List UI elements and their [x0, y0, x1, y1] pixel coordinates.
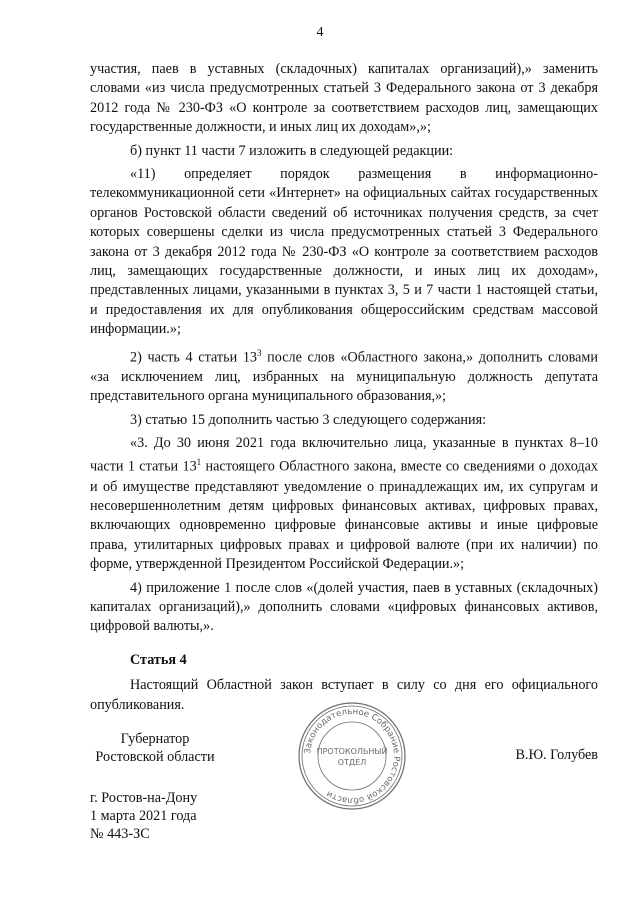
law-number: № 443-ЗС: [90, 826, 150, 842]
stamp-center-line-2: ОТДЕЛ: [337, 758, 367, 767]
paragraph-quote-3: «3. До 30 июня 2021 года включительно лица, указанные в пунктах 8–10 части 1 статьи $13^1$ настоящего Областного закона, вместе со сведениями о доходах и об имуществе представляют уведомление о принадлежащих им, их супругам и несовершеннолетним детям цифровых финансовых активах, цифровых правах, включающих одновременно цифровые финансовые активы и иные цифровые права, утилитарных цифровых правах и цифровой валюте (при их наличии) по форме, утвержденной Президентом Российской Федерации.»;: [90, 435, 598, 573]
article-text: Настоящий Областной закон вступает в силу со дня его официального опубликования.: [90, 677, 598, 713]
stamp-center-line-1: ПРОТОКОЛЬНЫЙ: [316, 747, 388, 756]
place-date-block: [90, 789, 197, 843]
superscript: 1: [196, 457, 202, 468]
city: г. Ростов-на-Дону: [90, 790, 198, 806]
paragraph-item-2: 2) часть 4 статьи $13^3$ после слов «Областного закона,» дополнить словами «за исключением лиц, избранных на муниципальную должность депутата представительного органа муниципального образования,»;: [90, 347, 598, 405]
paragraph-continuation: участия, паев в уставных (складочных) капиталах организаций),» заменить словами «из числа предусмотренных статьей 3 Федерального закона от 3 декабря 2012 года № 230-ФЗ «О контроле за соответствием расходов лиц, замещающих государственные должности, и иных лиц их доходам»,»;: [90, 61, 598, 136]
title-line-1: Губернатор: [120, 731, 190, 747]
signer-name: В.Ю. Голубев: [515, 747, 598, 763]
signature-title: [90, 730, 220, 766]
paragraph-item-b: б) пункт 11 части 7 изложить в следующей редакции:: [130, 142, 454, 159]
paragraph-item-3: 3) статью 15 дополнить частью 3 следующего содержания:: [130, 411, 487, 428]
title-line-2: Ростовской области: [95, 749, 215, 765]
paragraph-quote-11: «11) определяет порядок размещения в информационно-телекоммуникационной сети «Интернет» на официальных сайтах государственных органов Ростовской области сведений об источниках получения средств, за счет которых совершены сделки из числа предусмотренных статьей 3 Федерального закона от 3 декабря 2012 года № 230-ФЗ «О контроле за соответствием расходов лиц, замещающих государственные должности, и иных лиц их доходам», представленных лицами, указанными в пунктах 3, 5 и 7 части 1 настоящей статьи, и предоставления их для опубликования общероссийским средствам массовой информации.»;: [90, 166, 598, 338]
paragraph-item-4: 4) приложение 1 после слов «(долей участия, паев в уставных (складочных) капиталах организаций),» дополнить словами «цифровых финансовых активов, цифровой валюты,».: [90, 579, 598, 635]
stamp-ring-text: Законодательное Собрание Ростовской области: [302, 706, 402, 806]
official-stamp: [296, 700, 408, 812]
date: 1 марта 2021 года: [90, 808, 197, 824]
superscript: 3: [257, 347, 262, 358]
document-body: [90, 60, 598, 719]
article-heading: Статья 4: [130, 651, 187, 668]
page-number: 4: [316, 25, 324, 40]
